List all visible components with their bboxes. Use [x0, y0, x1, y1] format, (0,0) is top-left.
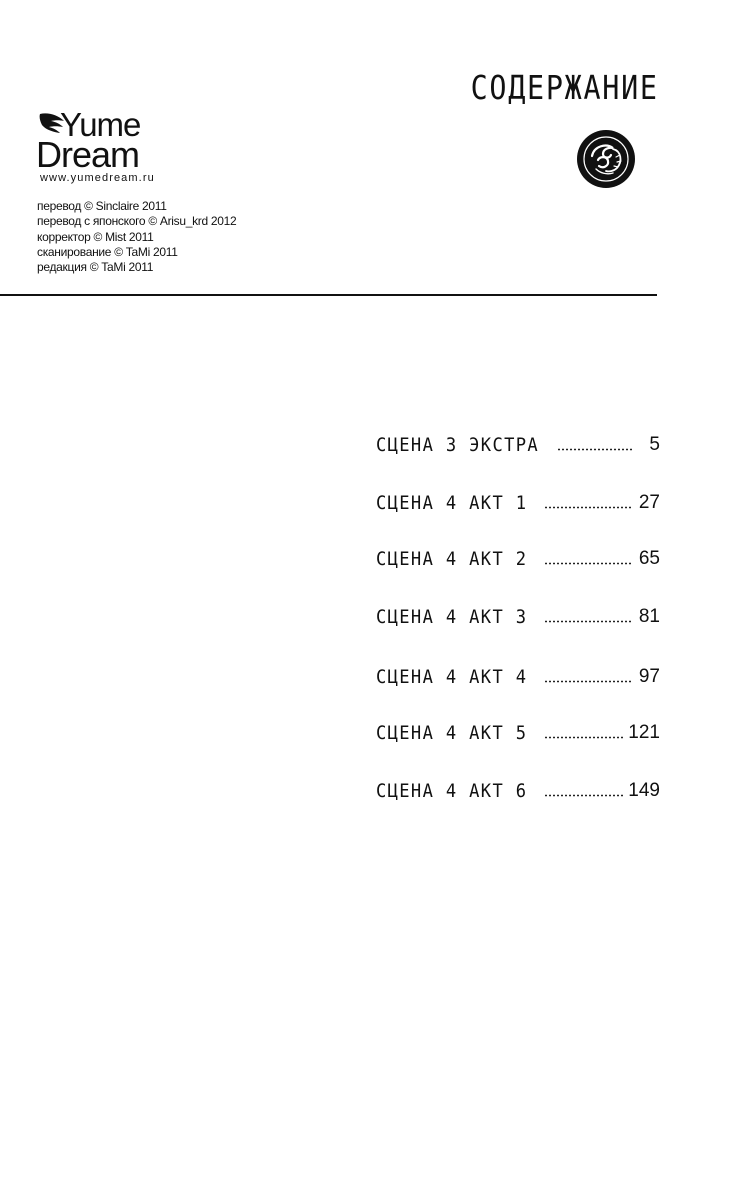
credit-line: сканирование © TaMi 2011	[37, 244, 178, 259]
toc-entry-label: СЦЕНА 3 ЭКСТРА	[376, 434, 540, 456]
toc-entry-page: 149	[628, 780, 660, 801]
page-title: СОДЕРЖАНИЕ	[470, 68, 659, 107]
toc-entry	[376, 718, 660, 744]
credit-line: перевод © Sinclaire 2011	[37, 199, 167, 213]
toc-leader-dots	[544, 506, 632, 509]
toc-leader-dots	[557, 448, 632, 451]
logo-url: www.yumedream.ru	[40, 172, 155, 184]
credit-line: корректор © Mist 2011	[37, 229, 154, 244]
toc-entry	[376, 602, 660, 628]
toc-entry	[376, 430, 660, 456]
toc-leader-dots	[544, 562, 632, 565]
toc-leader-dots	[544, 736, 624, 739]
toc-entry-page: 65	[638, 548, 660, 569]
toc-entry-page: 81	[638, 606, 660, 627]
toc-leader-dots	[544, 620, 632, 623]
toc-entry	[376, 544, 660, 570]
logo-line-yume: Yume	[60, 106, 141, 143]
toc-entry-label: СЦЕНА 4 АКТ 1	[376, 492, 528, 514]
toc-entry-page: 27	[638, 492, 660, 513]
toc-entry-page: 121	[628, 722, 660, 743]
toc-entry-page: 5	[649, 434, 660, 455]
toc-entry	[376, 776, 660, 802]
credit-line: перевод с японского © Arisu_krd 2012	[37, 214, 237, 229]
toc-entry-label: СЦЕНА 4 АКТ 3	[376, 606, 528, 628]
credit-line: редакция © TaMi 2011	[37, 260, 154, 275]
toc-entry-label: СЦЕНА 4 АКТ 5	[376, 722, 528, 744]
toc-entry	[376, 662, 660, 688]
crest-emblem-icon	[576, 129, 636, 189]
credits-block	[37, 199, 236, 275]
logo-line-dream: Dream	[36, 134, 140, 175]
toc-leader-dots	[544, 680, 632, 683]
toc-entry	[376, 488, 660, 514]
toc-entry-label: СЦЕНА 4 АКТ 4	[376, 666, 528, 688]
toc-entry-label: СЦЕНА 4 АКТ 6	[376, 780, 528, 802]
toc-leader-dots	[544, 794, 624, 797]
header-divider	[0, 294, 657, 296]
toc-entry-label: СЦЕНА 4 АКТ 2	[376, 548, 528, 570]
toc-entry-page: 97	[638, 666, 660, 687]
